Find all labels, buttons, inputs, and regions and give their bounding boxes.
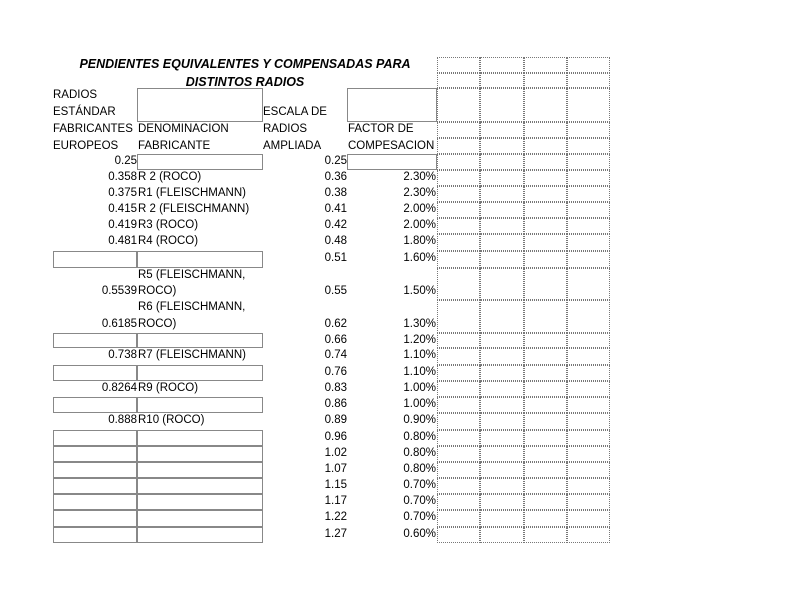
empty-grid-cell <box>480 122 524 138</box>
empty-grid-cell <box>437 510 480 527</box>
empty-grid-cell <box>437 300 480 333</box>
header-factor: FACTOR DE COMPESACION <box>348 123 435 152</box>
empty-grid-cell <box>437 397 480 413</box>
empty-grid-cell <box>524 365 567 381</box>
scale-value: 0.89 <box>324 414 347 426</box>
empty-cell <box>137 462 263 478</box>
empty-cell <box>137 154 263 170</box>
empty-grid-cell <box>524 202 567 218</box>
empty-grid-cell <box>567 57 610 73</box>
empty-grid-cell <box>567 333 610 348</box>
empty-grid-cell <box>567 138 610 154</box>
scale-value: 0.74 <box>324 349 347 361</box>
empty-grid-cell <box>480 494 524 510</box>
manufacturer-name: R 2 (ROCO) <box>138 171 202 183</box>
empty-grid-cell <box>437 365 480 381</box>
factor-value: 0.70% <box>403 479 436 491</box>
empty-grid-cell <box>437 202 480 218</box>
empty-grid-cell <box>524 251 567 268</box>
empty-grid-cell <box>567 251 610 268</box>
header-box-d <box>347 88 437 122</box>
empty-grid-cell <box>480 218 524 234</box>
empty-grid-cell <box>567 170 610 186</box>
empty-grid-cell <box>480 268 524 300</box>
empty-grid-cell <box>437 57 480 73</box>
empty-grid-cell <box>480 88 524 122</box>
empty-grid-cell <box>567 268 610 300</box>
empty-cell <box>53 478 137 494</box>
empty-cell <box>137 397 263 413</box>
radius-value: 0.481 <box>108 235 137 247</box>
factor-value: 2.00% <box>403 219 436 231</box>
radius-value: 0.375 <box>108 187 137 199</box>
manufacturer-name-cont: ROCO) <box>138 285 177 297</box>
scale-value: 0.86 <box>324 398 347 410</box>
factor-value: 1.20% <box>403 334 436 346</box>
empty-grid-cell <box>480 527 524 543</box>
empty-grid-cell <box>567 510 610 527</box>
empty-grid-cell <box>524 430 567 446</box>
empty-grid-cell <box>480 430 524 446</box>
empty-grid-cell <box>567 202 610 218</box>
empty-grid-cell <box>567 234 610 251</box>
empty-cell <box>53 494 137 510</box>
empty-grid-cell <box>524 268 567 300</box>
factor-value: 1.80% <box>403 235 436 247</box>
empty-grid-cell <box>524 300 567 333</box>
empty-grid-cell <box>524 88 567 122</box>
factor-value: 0.80% <box>403 463 436 475</box>
header-denominacion: DENOMINACION FABRICANTE <box>138 123 229 152</box>
empty-cell <box>53 430 137 446</box>
empty-grid-cell <box>524 218 567 234</box>
empty-grid-cell <box>524 154 567 170</box>
page-title <box>60 55 430 91</box>
empty-grid-cell <box>567 300 610 333</box>
scale-value: 0.66 <box>324 334 347 346</box>
empty-grid-cell <box>480 170 524 186</box>
scale-value: 0.55 <box>324 285 347 297</box>
empty-grid-cell <box>480 478 524 494</box>
empty-grid-cell <box>480 234 524 251</box>
empty-grid-cell <box>524 348 567 365</box>
empty-cell <box>53 251 137 268</box>
empty-grid-cell <box>524 186 567 202</box>
manufacturer-name: R10 (ROCO) <box>138 414 205 426</box>
empty-cell <box>137 510 263 527</box>
empty-grid-cell <box>480 300 524 333</box>
empty-grid-cell <box>567 527 610 543</box>
scale-value: 0.76 <box>324 366 347 378</box>
empty-grid-cell <box>437 333 480 348</box>
radius-value: 0.888 <box>108 414 137 426</box>
empty-cell <box>53 333 137 348</box>
scale-value: 0.42 <box>324 219 347 231</box>
empty-grid-cell <box>480 138 524 154</box>
empty-grid-cell <box>437 234 480 251</box>
empty-grid-cell <box>524 413 567 430</box>
empty-grid-cell <box>437 251 480 268</box>
factor-value: 2.00% <box>403 203 436 215</box>
scale-value: 1.17 <box>324 495 347 507</box>
radius-value: 0.8264 <box>101 382 137 394</box>
scale-value: 0.38 <box>324 187 347 199</box>
empty-grid-cell <box>437 462 480 478</box>
empty-grid-cell <box>567 462 610 478</box>
empty-grid-cell <box>437 122 480 138</box>
empty-grid-cell <box>524 381 567 397</box>
manufacturer-name: R 2 (FLEISCHMANN) <box>138 203 250 215</box>
empty-grid-cell <box>437 494 480 510</box>
empty-grid-cell <box>437 170 480 186</box>
radius-value: 0.415 <box>108 203 137 215</box>
empty-grid-cell <box>480 251 524 268</box>
empty-cell <box>53 527 137 543</box>
empty-grid-cell <box>437 88 480 122</box>
factor-value: 2.30% <box>403 187 436 199</box>
empty-grid-cell <box>567 186 610 202</box>
empty-grid-cell <box>480 57 524 73</box>
empty-grid-cell <box>480 446 524 462</box>
radius-value: 0.738 <box>108 349 137 361</box>
factor-value: 0.60% <box>403 528 436 540</box>
empty-grid-cell <box>437 381 480 397</box>
empty-grid-cell <box>567 478 610 494</box>
empty-grid-cell <box>480 154 524 170</box>
empty-grid-cell <box>524 478 567 494</box>
empty-cell <box>53 510 137 527</box>
empty-grid-cell <box>567 494 610 510</box>
empty-grid-cell <box>524 446 567 462</box>
empty-grid-cell <box>437 446 480 462</box>
empty-grid-cell <box>524 494 567 510</box>
empty-grid-cell <box>437 413 480 430</box>
empty-grid-cell <box>437 268 480 300</box>
radius-value: 0.6185 <box>101 318 137 330</box>
empty-grid-cell <box>567 122 610 138</box>
factor-value: 1.30% <box>403 318 436 330</box>
empty-grid-cell <box>567 365 610 381</box>
empty-grid-cell <box>480 413 524 430</box>
empty-grid-cell <box>524 527 567 543</box>
manufacturer-name: R4 (ROCO) <box>138 235 199 247</box>
empty-grid-cell <box>480 73 524 88</box>
empty-cell <box>53 462 137 478</box>
empty-grid-cell <box>437 73 480 88</box>
empty-grid-cell <box>480 510 524 527</box>
empty-grid-cell <box>524 57 567 73</box>
scale-value: 0.96 <box>324 431 347 443</box>
empty-cell <box>137 365 263 381</box>
scale-value: 0.83 <box>324 382 347 394</box>
empty-grid-cell <box>480 348 524 365</box>
manufacturer-name: R7 (FLEISCHMANN) <box>138 349 246 361</box>
scale-value: 0.41 <box>324 203 347 215</box>
empty-grid-cell <box>524 510 567 527</box>
scale-value: 0.25 <box>324 155 347 167</box>
factor-value: 1.50% <box>403 285 436 297</box>
empty-grid-cell <box>437 186 480 202</box>
factor-value: 2.30% <box>403 171 436 183</box>
empty-grid-cell <box>437 218 480 234</box>
empty-grid-cell <box>437 527 480 543</box>
factor-value: 0.70% <box>403 495 436 507</box>
empty-cell <box>53 446 137 462</box>
manufacturer-name-cont: ROCO) <box>138 318 177 330</box>
empty-grid-cell <box>567 154 610 170</box>
scale-value: 0.62 <box>324 318 347 330</box>
manufacturer-name: R1 (FLEISCHMANN) <box>138 187 246 199</box>
empty-grid-cell <box>480 397 524 413</box>
factor-value: 1.60% <box>403 252 436 264</box>
scale-value: 1.02 <box>324 447 347 459</box>
empty-grid-cell <box>480 462 524 478</box>
empty-grid-cell <box>524 333 567 348</box>
empty-grid-cell <box>567 218 610 234</box>
scale-value: 1.22 <box>324 511 347 523</box>
empty-cell <box>137 478 263 494</box>
empty-grid-cell <box>567 88 610 122</box>
factor-value: 0.90% <box>403 414 436 426</box>
empty-cell <box>137 494 263 510</box>
radius-value: 0.5539 <box>101 285 137 297</box>
radius-value: 0.25 <box>114 155 137 167</box>
scale-value: 1.07 <box>324 463 347 475</box>
empty-grid-cell <box>437 478 480 494</box>
factor-value: 0.80% <box>403 431 436 443</box>
empty-grid-cell <box>524 462 567 478</box>
factor-value: 1.00% <box>403 398 436 410</box>
scale-value: 0.48 <box>324 235 347 247</box>
empty-grid-cell <box>437 348 480 365</box>
empty-cell <box>137 527 263 543</box>
empty-cell <box>137 251 263 268</box>
empty-grid-cell <box>524 170 567 186</box>
empty-grid-cell <box>437 154 480 170</box>
empty-grid-cell <box>567 381 610 397</box>
manufacturer-name: R5 (FLEISCHMANN, <box>138 269 246 281</box>
radius-value: 0.419 <box>108 219 137 231</box>
scale-value: 1.27 <box>324 528 347 540</box>
empty-cell <box>347 154 437 170</box>
factor-value: 1.10% <box>403 349 436 361</box>
factor-value: 1.00% <box>403 382 436 394</box>
empty-grid-cell <box>480 381 524 397</box>
radius-value: 0.358 <box>108 171 137 183</box>
empty-grid-cell <box>437 430 480 446</box>
factor-value: 1.10% <box>403 366 436 378</box>
empty-cell <box>137 446 263 462</box>
empty-grid-cell <box>524 138 567 154</box>
manufacturer-name: R6 (FLEISCHMANN, <box>138 301 246 313</box>
empty-grid-cell <box>480 365 524 381</box>
empty-grid-cell <box>480 202 524 218</box>
header-box-b <box>137 88 263 122</box>
scale-value: 1.15 <box>324 479 347 491</box>
empty-cell <box>53 365 137 381</box>
empty-grid-cell <box>524 122 567 138</box>
empty-cell <box>137 430 263 446</box>
empty-grid-cell <box>567 73 610 88</box>
manufacturer-name: R9 (ROCO) <box>138 382 199 394</box>
empty-grid-cell <box>524 73 567 88</box>
header-radios-estandar: RADIOS ESTÁNDAR FABRICANTES EUROPEOS <box>53 89 133 152</box>
empty-grid-cell <box>567 446 610 462</box>
empty-grid-cell <box>480 186 524 202</box>
empty-grid-cell <box>524 234 567 251</box>
empty-grid-cell <box>524 397 567 413</box>
title-line-1: PENDIENTES EQUIVALENTES Y COMPENSADAS PARA <box>79 57 411 71</box>
title-line-2: DISTINTOS RADIOS <box>185 75 305 89</box>
empty-cell <box>137 333 263 348</box>
empty-grid-cell <box>567 397 610 413</box>
factor-value: 0.80% <box>403 447 436 459</box>
manufacturer-name: R3 (ROCO) <box>138 219 199 231</box>
scale-value: 0.51 <box>324 252 347 264</box>
empty-grid-cell <box>567 348 610 365</box>
empty-cell <box>53 397 137 413</box>
empty-grid-cell <box>567 413 610 430</box>
empty-grid-cell <box>567 430 610 446</box>
empty-grid-cell <box>480 333 524 348</box>
empty-grid-cell <box>437 138 480 154</box>
scale-value: 0.36 <box>324 171 347 183</box>
header-escala: ESCALA DE RADIOS AMPLIADA <box>263 106 327 152</box>
factor-value: 0.70% <box>403 511 436 523</box>
